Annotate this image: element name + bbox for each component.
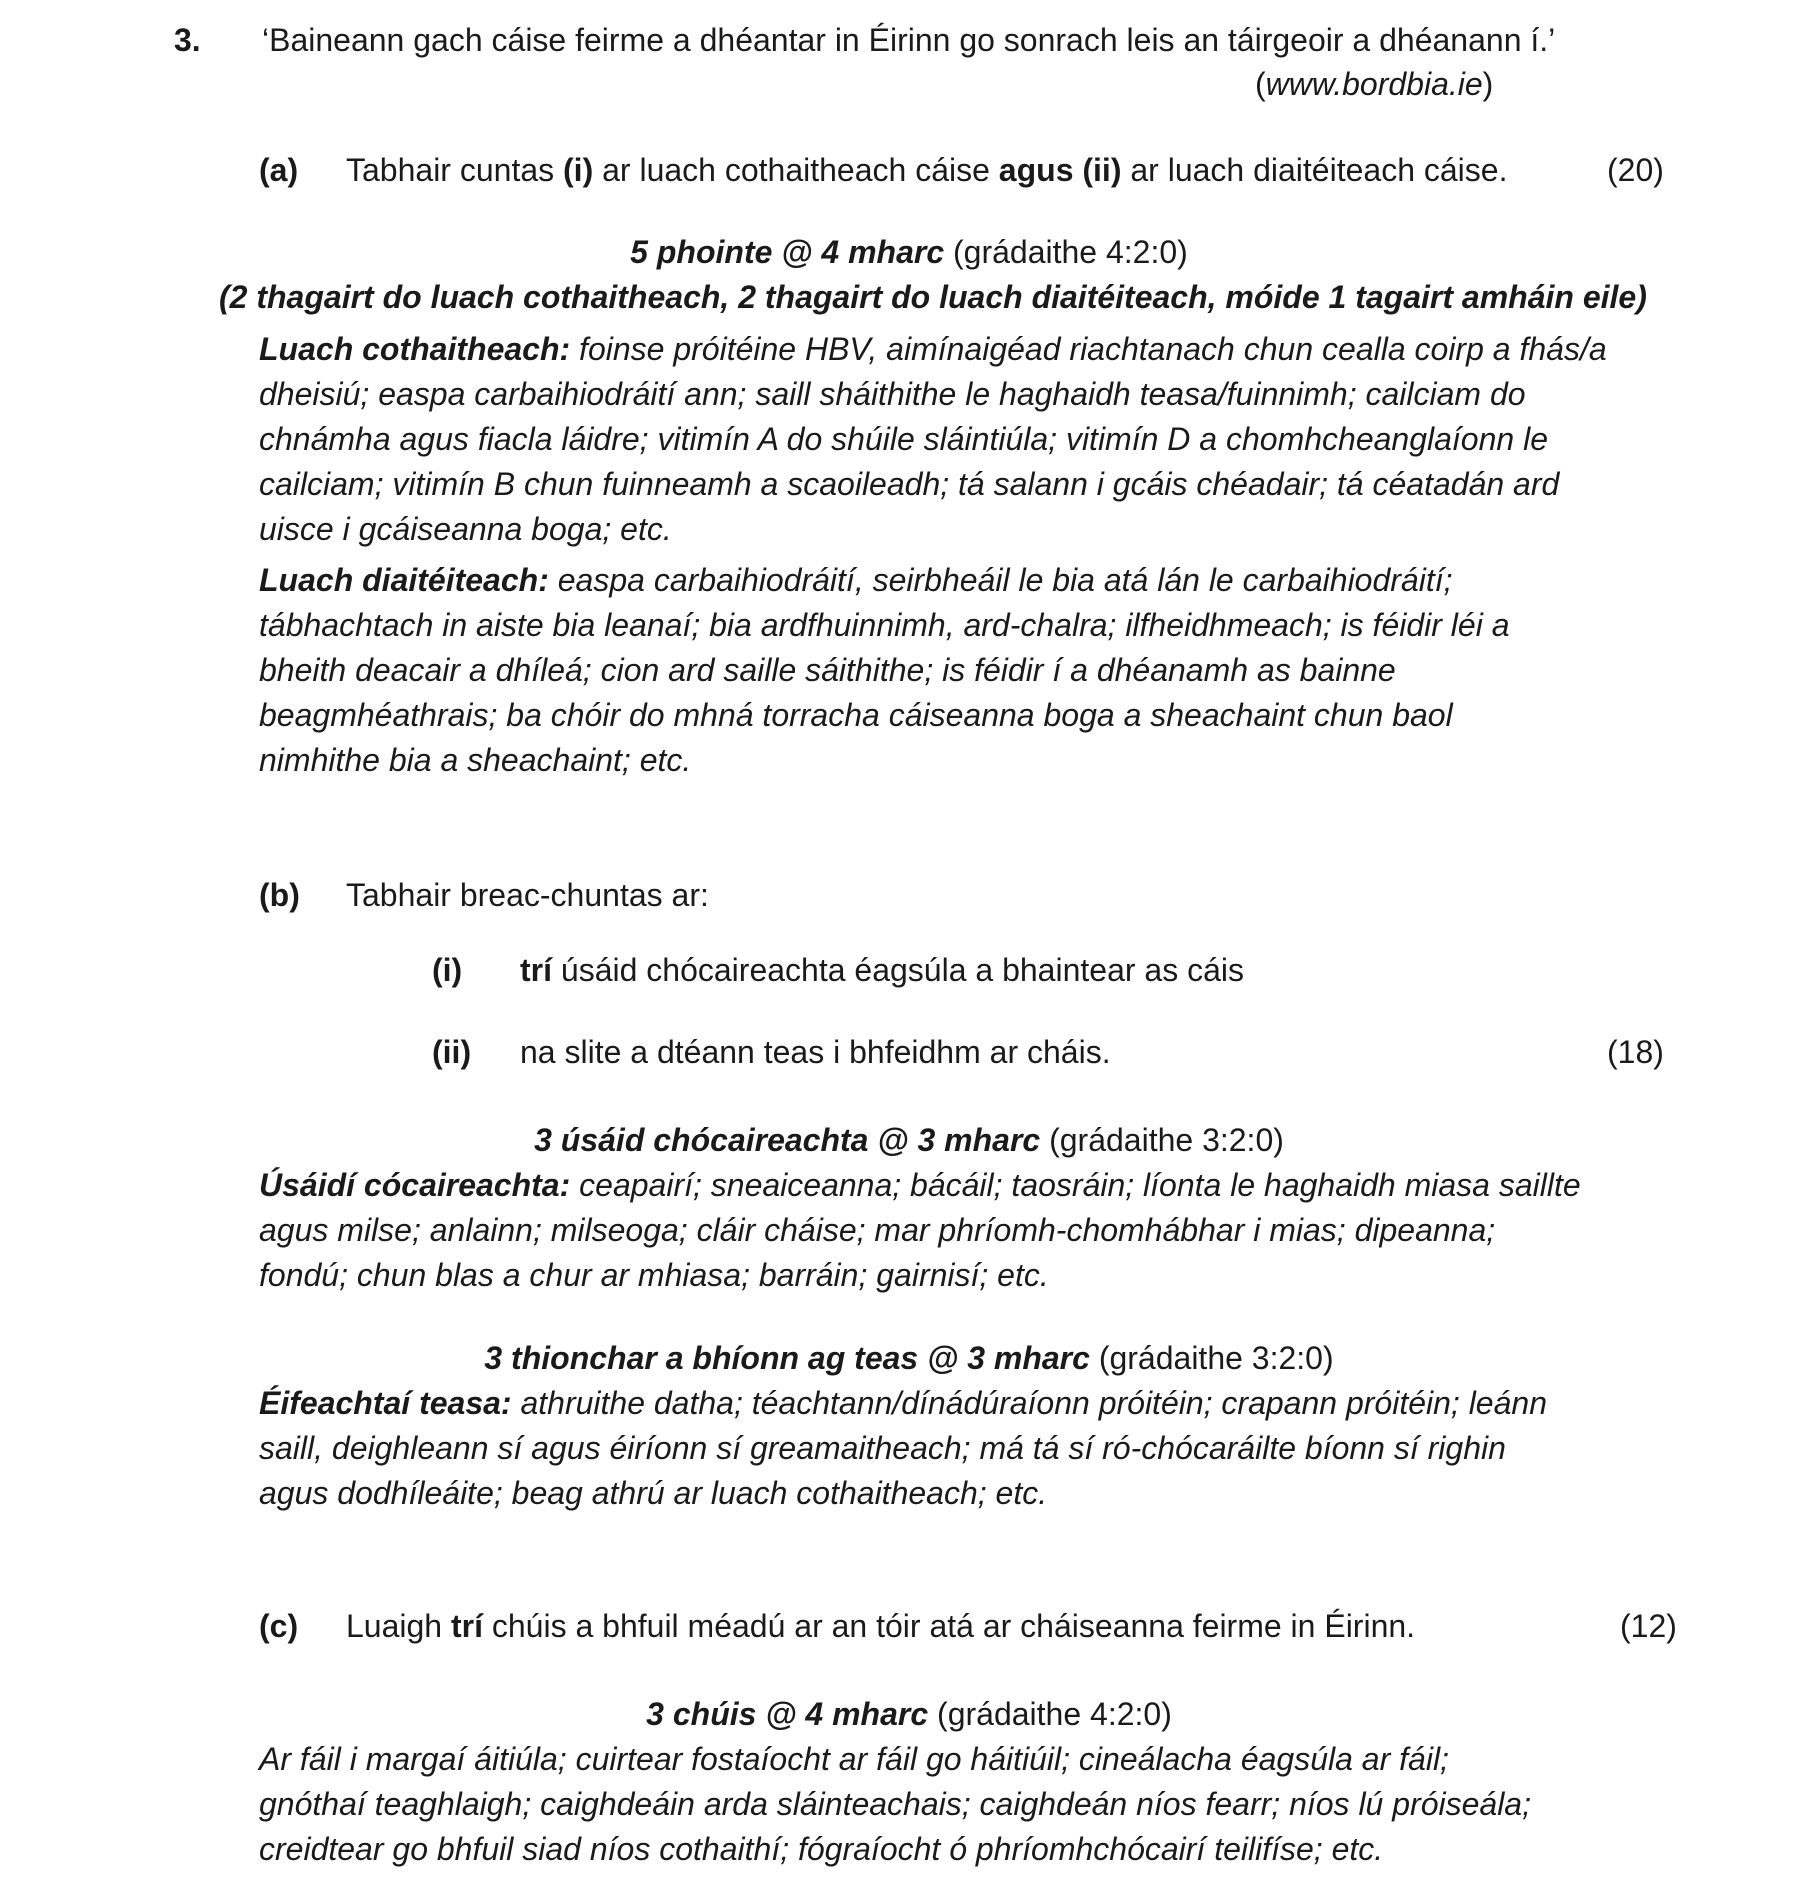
uses-line-2: agus milse; anlainn; milseoga; cláir cháise; mar phríomh-chomhábhar i mias; dipeanna; bbox=[259, 1212, 1496, 1248]
part-c-scheme-bold: 3 chúis @ 4 mharc bbox=[646, 1696, 929, 1732]
dietetic-line-2: tábhachtach in aiste bia leanaí; bia ardfhuinnimh, ard-chalra; ilfheidhmeach; is féidir léi a bbox=[259, 607, 1510, 643]
heat-line-1 bbox=[259, 1381, 1547, 1426]
uses-text-1: ceapairí; sneaiceanna; bácáil; taosráin; líonta le haghaidh miasa saillte bbox=[570, 1167, 1581, 1203]
part-a-scheme-bold: 5 phointe @ 4 mharc bbox=[630, 234, 945, 270]
part-b-scheme-uses-grade: (grádaithe 3:2:0) bbox=[1040, 1122, 1284, 1158]
part-b-marks: (18) bbox=[1607, 1034, 1664, 1070]
dietetic-value-answer bbox=[259, 558, 1510, 783]
part-b-scheme-heat-bold: 3 thionchar a bhíonn ag teas @ 3 mharc bbox=[484, 1340, 1090, 1376]
dietetic-text-1: easpa carbaihiodráití, seirbheáil le bia atá lán le carbaihiodráití; bbox=[548, 562, 1453, 598]
heat-text-1: athruithe datha; téachtann/dínádúraíonn próitéin; crapann próitéin; leánn bbox=[511, 1385, 1547, 1421]
nutritional-line-5: uisce i gcáiseanna boga; etc. bbox=[259, 511, 672, 547]
part-b-sub-i-text: úsáid chócaireachta éagsúla a bhaintear as cáis bbox=[552, 952, 1244, 988]
nutritional-value-answer bbox=[259, 327, 1607, 552]
question-quote: ‘Baineann gach cáise feirme a dhéantar in Éirinn go sonrach leis an táirgeoir a dhéanann í.’ bbox=[262, 22, 1556, 58]
nutritional-line-2: dheisiú; easpa carbaihiodráití ann; saill sháithithe le haghaidh teasa/fuinnimh; cailciam do bbox=[259, 376, 1526, 412]
part-c-label: (c) bbox=[259, 1608, 299, 1644]
part-a-q-bold-1: (i) bbox=[563, 152, 594, 188]
dietetic-line-4: beagmhéathrais; ba chóir do mhná torracha cáiseanna boga a sheachaint chun baol bbox=[259, 697, 1453, 733]
reasons-answer bbox=[259, 1737, 1531, 1872]
part-a-q-text-3: ar luach diaitéiteach cáise. bbox=[1121, 152, 1508, 188]
part-c-question bbox=[346, 1604, 1415, 1649]
dietetic-line-1 bbox=[259, 558, 1510, 603]
heat-effects-answer bbox=[259, 1381, 1547, 1516]
part-c-scheme-grade: (grádaithe 4:2:0) bbox=[928, 1696, 1172, 1732]
reasons-line-3: creidtear go bhfuil siad níos cothaithí; fógraíocht ó phríomhchócairí teilifíse; etc. bbox=[259, 1831, 1384, 1867]
source-open: ( bbox=[1255, 66, 1266, 102]
part-c-q-text-1: Luaigh bbox=[346, 1608, 451, 1644]
quote-source bbox=[1255, 62, 1493, 107]
part-b-scheme-heat-grade: (grádaithe 3:2:0) bbox=[1089, 1340, 1334, 1376]
part-b-scheme-uses-bold: 3 úsáid chócaireachta @ 3 mharc bbox=[534, 1122, 1041, 1158]
part-a-scheme bbox=[0, 230, 1818, 275]
nutritional-label: Luach cothaitheach: bbox=[259, 331, 571, 367]
part-b-question: Tabhair breac-chuntas ar: bbox=[346, 877, 709, 913]
question-number: 3. bbox=[174, 22, 201, 58]
part-a-question bbox=[346, 148, 1507, 193]
reasons-line-2: gnóthaí teaghlaigh; caighdeáin arda sláinteachais; caighdeán níos fearr; níos lú próiseála; bbox=[259, 1786, 1531, 1822]
nutritional-text-1: foinse próitéine HBV, aimínaigéad riachtanach chun cealla coirp a fhás/a bbox=[570, 331, 1607, 367]
uses-label: Úsáidí cócaireachta: bbox=[259, 1167, 571, 1203]
part-b-sub-i-bold: trí bbox=[520, 952, 552, 988]
part-b-label: (b) bbox=[259, 877, 300, 913]
dietetic-line-5: nimhithe bia a sheachaint; etc. bbox=[259, 742, 692, 778]
part-b-sub-i bbox=[520, 948, 1244, 993]
nutritional-line-1 bbox=[259, 327, 1607, 372]
part-a-label: (a) bbox=[259, 152, 299, 188]
part-a-q-bold-2: agus (ii) bbox=[998, 152, 1122, 188]
part-a-q-text-2: ar luach cothaitheach cáise bbox=[593, 152, 999, 188]
uses-line-1 bbox=[259, 1163, 1581, 1208]
reasons-line-1: Ar fáil i margaí áitiúla; cuirtear fostaíocht ar fáil go háitiúil; cineálacha éagsúla ar fáil; bbox=[259, 1741, 1449, 1777]
heat-label: Éifeachtaí teasa: bbox=[259, 1385, 512, 1421]
part-b-sub-ii-label: (ii) bbox=[432, 1034, 472, 1070]
part-b-scheme-heat bbox=[0, 1336, 1818, 1381]
dietetic-label: Luach diaitéiteach: bbox=[259, 562, 549, 598]
heat-line-3: agus dodhíleáite; beag athrú ar luach cothaitheach; etc. bbox=[259, 1475, 1048, 1511]
part-c-marks: (12) bbox=[1620, 1608, 1677, 1644]
dietetic-line-3: bheith deacair a dhíleá; cion ard saille sáithithe; is féidir í a dhéanamh as bainne bbox=[259, 652, 1396, 688]
nutritional-line-4: cailciam; vitimín B chun fuinneamh a scaoileadh; tá salann i gcáis chéadair; tá céatadán ard bbox=[259, 466, 1560, 502]
part-c-scheme bbox=[0, 1692, 1818, 1737]
source-close: ) bbox=[1482, 66, 1494, 102]
part-c-q-bold: trí bbox=[450, 1608, 483, 1644]
uses-line-3: fondú; chun blas a chur ar mhiasa; barráin; gairnisí; etc. bbox=[259, 1257, 1049, 1293]
source-url: www.bordbia.ie bbox=[1265, 66, 1483, 102]
heat-line-2: saill, deighleann sí agus éiríonn sí greamaitheach; má tá sí ró-chócaráilte bíonn sí righin bbox=[259, 1430, 1506, 1466]
cooking-uses-answer bbox=[259, 1163, 1581, 1298]
part-a-scheme-note: (2 thagairt do luach cothaitheach, 2 thagairt do luach diaitéiteach, móide 1 tagairt amháin eile) bbox=[219, 279, 1647, 315]
part-a-marks: (20) bbox=[1607, 152, 1664, 188]
part-b-scheme-uses bbox=[0, 1118, 1818, 1163]
part-b-sub-i-label: (i) bbox=[432, 952, 463, 988]
part-a-q-text-1: Tabhair cuntas bbox=[346, 152, 564, 188]
nutritional-line-3: chnámha agus fiacla láidre; vitimín A do shúile sláintiúla; vitimín D a chomhcheanglaíonn le bbox=[259, 421, 1548, 457]
part-c-q-text-2: chúis a bhfuil méadú ar an tóir atá ar cháiseanna feirme in Éirinn. bbox=[482, 1608, 1416, 1644]
part-b-sub-ii: na slite a dtéann teas i bhfeidhm ar cháis. bbox=[520, 1034, 1111, 1070]
part-a-scheme-grade: (grádaithe 4:2:0) bbox=[944, 234, 1188, 270]
